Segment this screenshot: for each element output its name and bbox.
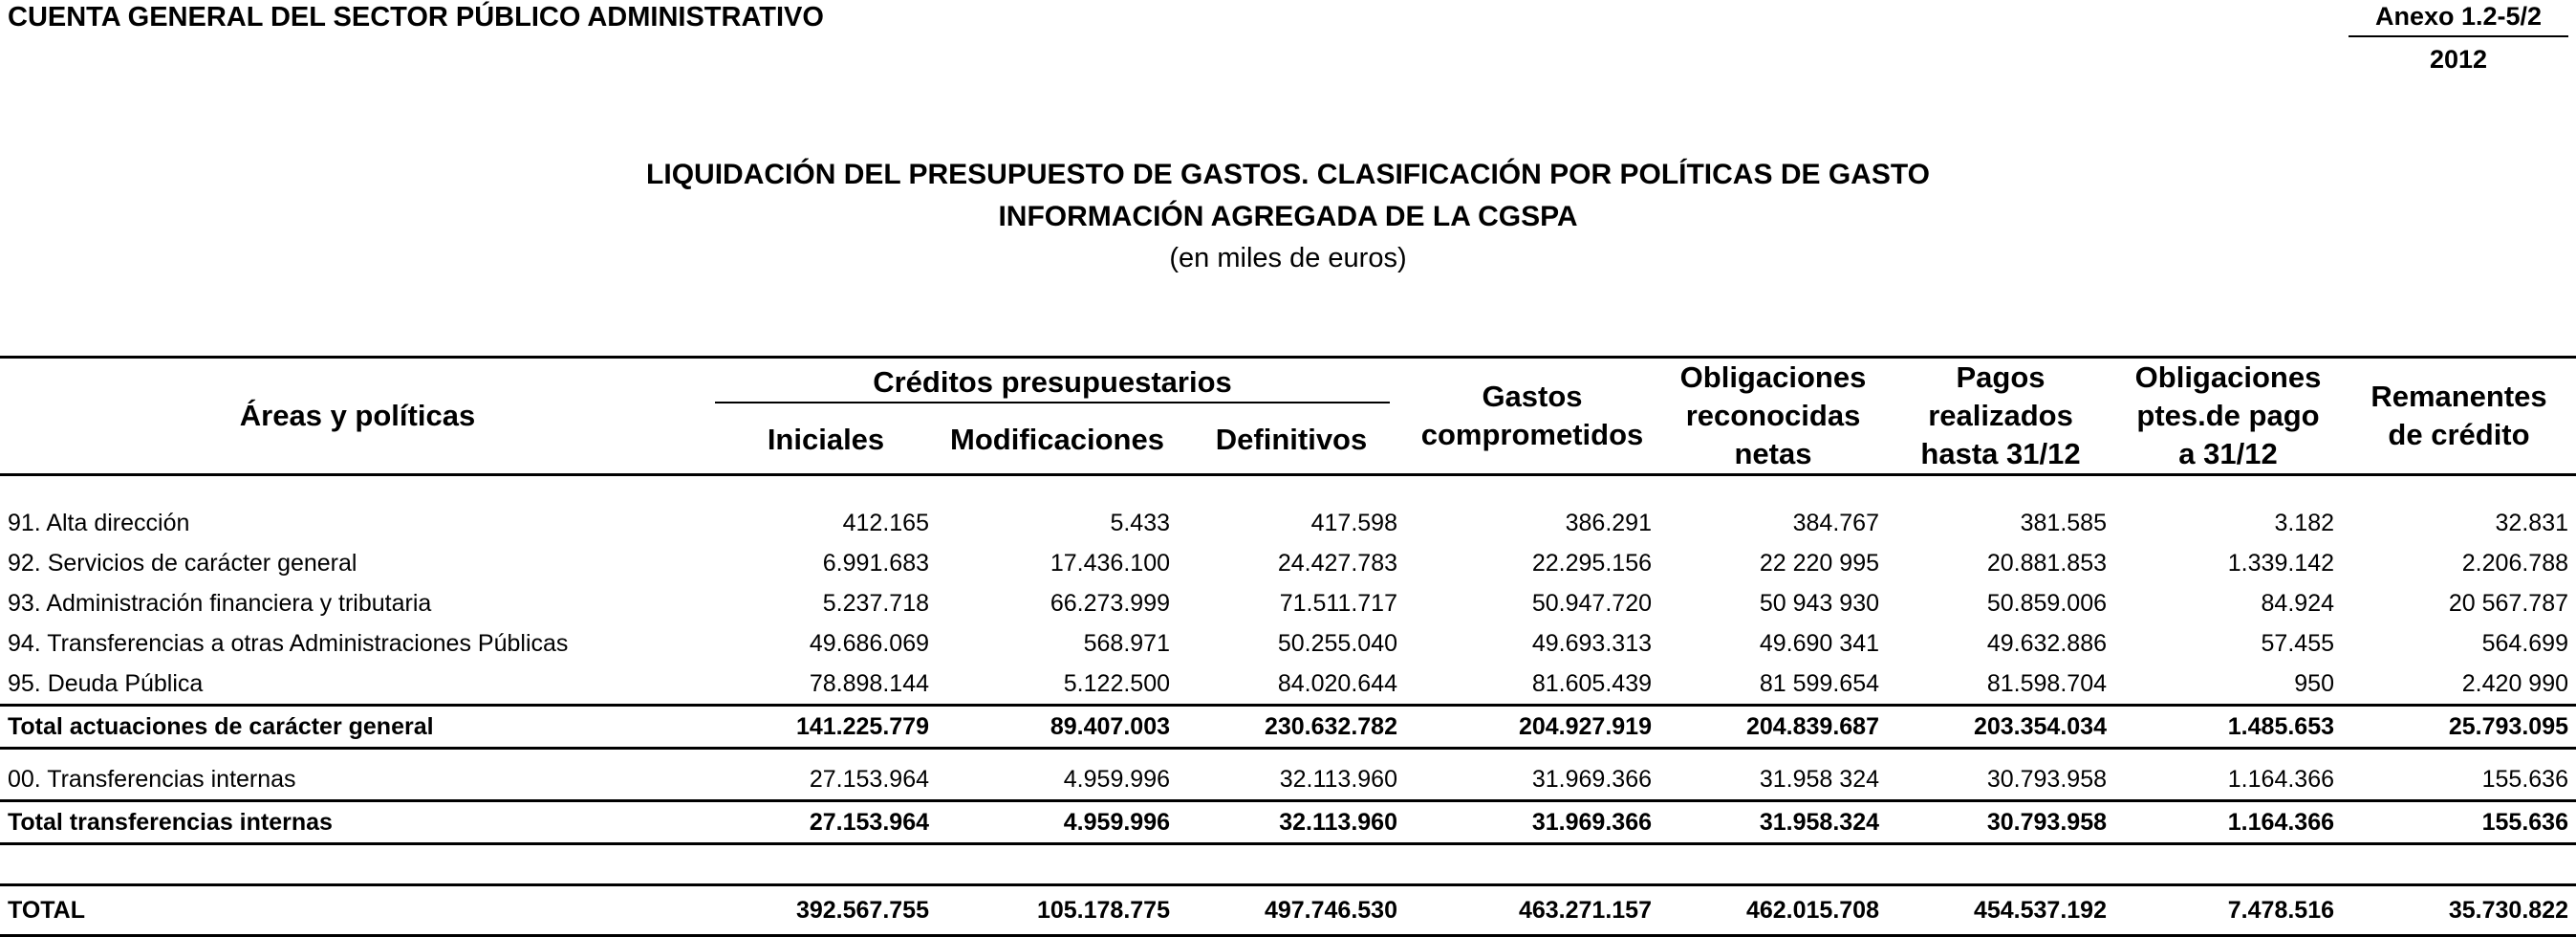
cell: 384.767 (1792, 509, 1879, 536)
col-creditos (715, 358, 1405, 407)
row-label: 93. Administración financiera y tributaria (8, 589, 432, 617)
cell: 564.699 (2481, 629, 2568, 657)
table-row (0, 583, 2576, 623)
cell: 5.237.718 (822, 589, 929, 617)
cell: 81 599.654 (1759, 669, 1879, 697)
cell: 105.178.775 (1036, 896, 1170, 924)
table-row (0, 623, 2576, 664)
col-gastos-l1: Gastos (1482, 380, 1583, 413)
units-note: (en miles de euros) (1169, 243, 1407, 273)
cell: 392.567.755 (795, 896, 929, 924)
cell: 4.959.996 (1063, 808, 1170, 836)
cell: 81.605.439 (1531, 669, 1652, 697)
col-pagos (1887, 358, 2114, 475)
cell: 3.182 (2274, 509, 2334, 536)
col-pagos-l1: Pagos (1956, 360, 2046, 394)
cell: 27.153.964 (809, 808, 929, 836)
cell: 81.598.704 (1986, 669, 2107, 697)
cell: 386.291 (1565, 509, 1652, 536)
cell: 155.636 (2481, 808, 2568, 836)
cell: 89.407.003 (1050, 712, 1170, 740)
cell: 31.969.366 (1531, 765, 1652, 793)
row-label: 95. Deuda Pública (8, 669, 204, 697)
cell: 24.427.783 (1277, 549, 1397, 577)
page-subtitle: INFORMACIÓN AGREGADA DE LA CGSPA (998, 201, 1578, 232)
cell: 1.164.366 (2227, 808, 2334, 836)
cell: 230.632.782 (1264, 712, 1397, 740)
cell: 25.793.095 (2448, 712, 2568, 740)
cell: 32.113.960 (1279, 765, 1397, 793)
col-gastos (1405, 358, 1659, 475)
cell: 49.686.069 (809, 629, 929, 657)
table-row (0, 664, 2576, 706)
cell: 84.924 (2261, 589, 2334, 617)
row-label: 92. Servicios de carácter general (8, 549, 357, 577)
col-obligaciones-l2: reconocidas (1685, 399, 1861, 432)
col-remanentes-l2: de crédito (2388, 418, 2530, 451)
cell: 50.255.040 (1277, 629, 1397, 657)
cell: 497.746.530 (1264, 896, 1397, 924)
col-modificaciones: Modificaciones (937, 406, 1178, 475)
col-obligaciones (1659, 358, 1887, 475)
cell: 1.164.366 (2227, 765, 2334, 793)
grand-total-row (0, 885, 2576, 936)
cell: 32.831 (2495, 509, 2568, 536)
cell: 6.991.683 (822, 549, 929, 577)
col-pendientes (2114, 358, 2342, 475)
cell: 462.015.708 (1745, 896, 1879, 924)
cell: 463.271.157 (1518, 896, 1652, 924)
annex-box (2349, 2, 2568, 75)
cell: 50 943 930 (1759, 589, 1879, 617)
cell: 35.730.822 (2448, 896, 2568, 924)
cell: 22.295.156 (1531, 549, 1652, 577)
cell: 57.455 (2261, 629, 2334, 657)
cell: 204.927.919 (1518, 712, 1652, 740)
cell: 155.636 (2481, 765, 2568, 793)
report-header: CUENTA GENERAL DEL SECTOR PÚBLICO ADMINISTRATIVO (8, 2, 824, 33)
cell: 204.839.687 (1745, 712, 1879, 740)
page-title: LIQUIDACIÓN DEL PRESUPUESTO DE GASTOS. CLASIFICACIÓN POR POLÍTICAS DE GASTO (646, 159, 1930, 190)
cell: 30.793.958 (1986, 808, 2107, 836)
col-pagos-l3: hasta 31/12 (1920, 437, 2081, 470)
cell: 22 220 995 (1759, 549, 1879, 577)
cell: 50.859.006 (1986, 589, 2107, 617)
budget-table (0, 356, 2576, 937)
row-label: 00. Transferencias internas (8, 765, 296, 793)
cell: 412.165 (842, 509, 929, 536)
cell: 49.690 341 (1759, 629, 1879, 657)
row-label: Total actuaciones de carácter general (8, 712, 434, 740)
cell: 17.436.100 (1050, 549, 1170, 577)
col-remanentes-l1: Remanentes (2370, 380, 2547, 413)
cell: 30.793.958 (1986, 765, 2107, 793)
col-obligaciones-l1: Obligaciones (1679, 360, 1867, 394)
cell: 50.947.720 (1531, 589, 1652, 617)
cell: 5.122.500 (1063, 669, 1170, 697)
col-pendientes-l3: a 31/12 (2178, 437, 2278, 470)
table-row (0, 543, 2576, 583)
total-general-row (0, 706, 2576, 749)
col-gastos-l2: comprometidos (1420, 418, 1644, 451)
cell: 141.225.779 (795, 712, 929, 740)
cell: 454.537.192 (1973, 896, 2107, 924)
total-internas-row (0, 801, 2576, 844)
annex-label: Anexo 1.2-5/2 (2349, 2, 2568, 37)
row-label: Total transferencias internas (8, 808, 333, 836)
cell: 1.339.142 (2227, 549, 2334, 577)
cell: 31.958.324 (1759, 808, 1879, 836)
col-pagos-l2: realizados (1928, 399, 2073, 432)
cell: 71.511.717 (1279, 589, 1397, 617)
col-iniciales: Iniciales (715, 406, 937, 475)
row-label: 91. Alta dirección (8, 509, 190, 536)
cell: 7.478.516 (2227, 896, 2334, 924)
row-label: 94. Transferencias a otras Administraciones Públicas (8, 629, 569, 657)
cell: 20.881.853 (1986, 549, 2107, 577)
col-definitivos: Definitivos (1178, 406, 1405, 475)
col-pendientes-l2: ptes.de pago (2136, 399, 2320, 432)
col-pendientes-l1: Obligaciones (2134, 360, 2322, 394)
table-row (0, 759, 2576, 801)
cell: 31.958 324 (1759, 765, 1879, 793)
col-obligaciones-l3: netas (1734, 437, 1812, 470)
cell: 568.971 (1083, 629, 1170, 657)
col-remanentes (2342, 358, 2576, 475)
cell: 4.959.996 (1063, 765, 1170, 793)
col-creditos-label: Créditos presupuestarios (715, 363, 1390, 403)
col-areas: Áreas y políticas (0, 358, 715, 475)
cell: 49.693.313 (1531, 629, 1652, 657)
cell: 1.485.653 (2227, 712, 2334, 740)
row-label: TOTAL (8, 896, 86, 924)
cell: 203.354.034 (1973, 712, 2107, 740)
cell: 32.113.960 (1279, 808, 1397, 836)
cell: 381.585 (2020, 509, 2107, 536)
cell: 5.433 (1110, 509, 1170, 536)
cell: 78.898.144 (809, 669, 929, 697)
cell: 66.273.999 (1050, 589, 1170, 617)
cell: 950 (2294, 669, 2334, 697)
cell: 2.420 990 (2461, 669, 2568, 697)
cell: 2.206.788 (2461, 549, 2568, 577)
year-label: 2012 (2429, 45, 2488, 74)
table-row (0, 503, 2576, 543)
cell: 20 567.787 (2448, 589, 2568, 617)
cell: 84.020.644 (1277, 669, 1397, 697)
cell: 417.598 (1310, 509, 1397, 536)
cell: 49.632.886 (1986, 629, 2107, 657)
cell: 31.969.366 (1531, 808, 1652, 836)
cell: 27.153.964 (809, 765, 929, 793)
